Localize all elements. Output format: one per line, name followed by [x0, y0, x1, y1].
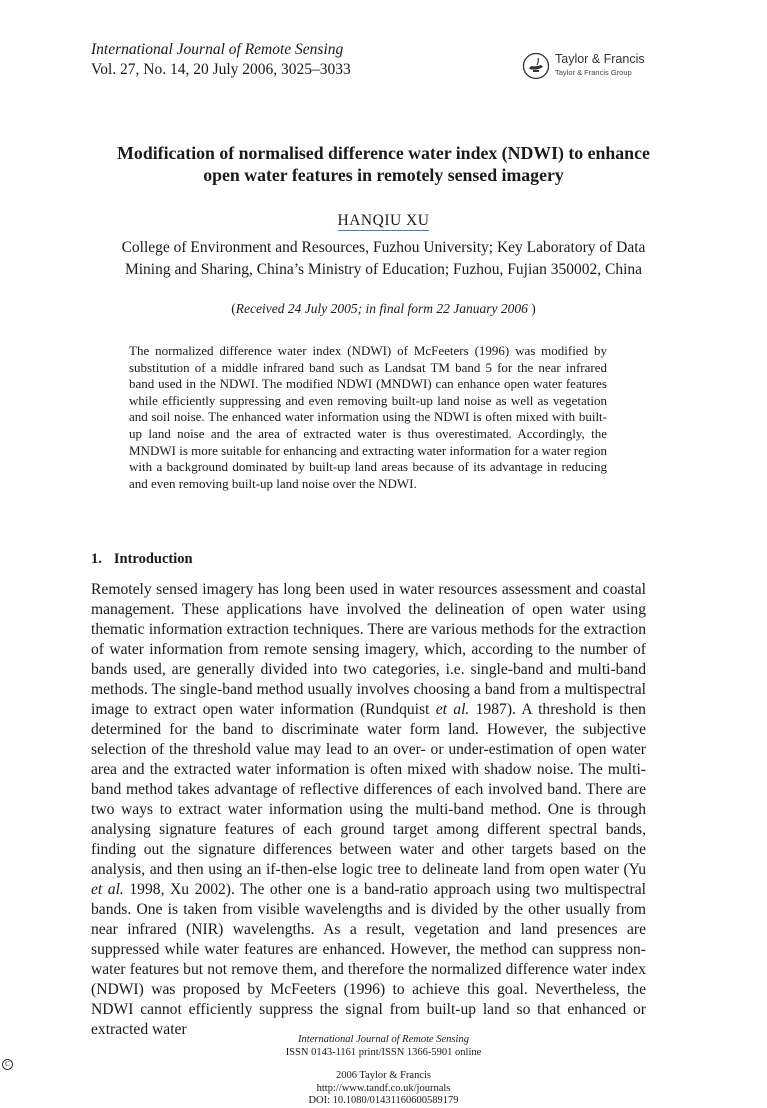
journal-header [91, 40, 351, 80]
journal-name: International Journal of Remote Sensing [91, 41, 344, 58]
abstract: The normalized difference water index (NDWI) of McFeeters (1996) was modified by substitution of a middle infrared band such as Landsat TM band 5 for the near infrared band used in the NDWI. The modified NDWI (MNDWI) can enhance open water features while efficiently suppressing and even removing built-up land noise as well as vegetation and soil noise. The enhanced water information using the NDWI is often mixed with built-up land noise and the area of extracted water is thus overestimated. Accordingly, the MNDWI is more suitable for enhancing and extracting water information for a water region with a background dominated by built-up land areas because of its advantage in reducing and even removing built-up land noise over the NDWI. [129, 343, 607, 491]
journal-volume: Vol. 27, No. 14, 20 July 2006, 3025–3033 [91, 61, 351, 78]
footer-issn-b: 2006 Taylor & Francis [335, 1070, 432, 1082]
footer-journal: International Journal of Remote Sensing [298, 1034, 469, 1045]
publisher-group: Taylor & Francis Group [555, 68, 632, 77]
copyright-icon: C [2, 1059, 13, 1070]
body-etal-2: et al. [91, 881, 124, 898]
title-line-2: open water features in remotely sensed imagery [203, 165, 564, 185]
footer-doi[interactable]: DOI: 10.1080/01431160600589179 [308, 1095, 459, 1107]
body-paragraph [91, 580, 646, 1040]
affiliation-line-1: College of Environment and Resources, Fuzhou University; Key Laboratory of Data [121, 239, 646, 256]
section-title: Introduction [113, 551, 193, 567]
publisher-name: Taylor & Francis [555, 52, 645, 66]
affiliation [0, 237, 767, 281]
body-text-part-2: 1987). A threshold is then determined for the band to discriminate water form land. However, the subjective selection of the threshold value may lead to an over- or under-estimation of open water area and the extracted water information is often mixed with shadow noise. The multi-band method takes advantage of reflective differences of each involved band. There are two ways to extract water information using the multi-band method. One is through analysing signature features of each ground target among different spectral bands, finding out the signature differences between water and other targets based on the analysis, and then using an if-then-else logic tree to delineate land from open water (Yu [91, 701, 646, 878]
body-etal-1: et al. [435, 701, 470, 718]
section-heading [91, 551, 193, 568]
body-text-part-1: Remotely sensed imagery has long been used in water resources assessment and coastal management. These applications have involved the delineation of open water using thematic information extraction techniques. There are various methods for the extraction of water information from remote sensing imagery, which, according to the number of bands used, are generally divided into two categories, i.e. single-band and multi-band methods. The single-band method usually involves choosing a band from a multispectral image to extract open water information (Rundquist [91, 581, 646, 718]
received-open-paren: ( [231, 301, 236, 316]
publisher-lamp-icon [522, 52, 550, 80]
footer-issn [0, 1047, 767, 1083]
section-number: 1. [91, 551, 102, 567]
received-text: Received 24 July 2005; in final form 22 January 2006 [235, 301, 528, 316]
title-line-1: Modification of normalised difference water index (NDWI) to enhance [117, 143, 650, 163]
footer-url[interactable]: http://www.tandf.co.uk/journals [316, 1082, 451, 1094]
received-dates [0, 301, 767, 317]
body-text-part-3: 1998, Xu 2002). The other one is a band-ratio approach using two multispectral bands. One is taken from visible wavelengths and is divided by the other usually from near infrared (NIR) wavelengths. As a result, vegetation and land presences are suppressed while water features are enhanced. However, the method can suppress non-water features but not remove them, and therefore the normalized difference water index (NDWI) was proposed by McFeeters (1996) to achieve this goal. Nevertheless, the NDWI cannot efficiently suppress the signal from built-up land so that enhanced or extracted water [91, 881, 646, 1038]
footer-issn-a: ISSN 0143-1161 print/ISSN 1366-5901 online [285, 1046, 482, 1058]
publisher-logo [522, 50, 652, 82]
author-block [0, 212, 767, 230]
article-title [0, 142, 767, 186]
author-name[interactable]: HANQIU XU [337, 212, 430, 229]
affiliation-line-2: Mining and Sharing, China’s Ministry of Education; Fuzhou, Fujian 350002, China [124, 261, 643, 278]
received-close-paren: ) [527, 301, 536, 316]
page-footer [0, 1034, 767, 1108]
